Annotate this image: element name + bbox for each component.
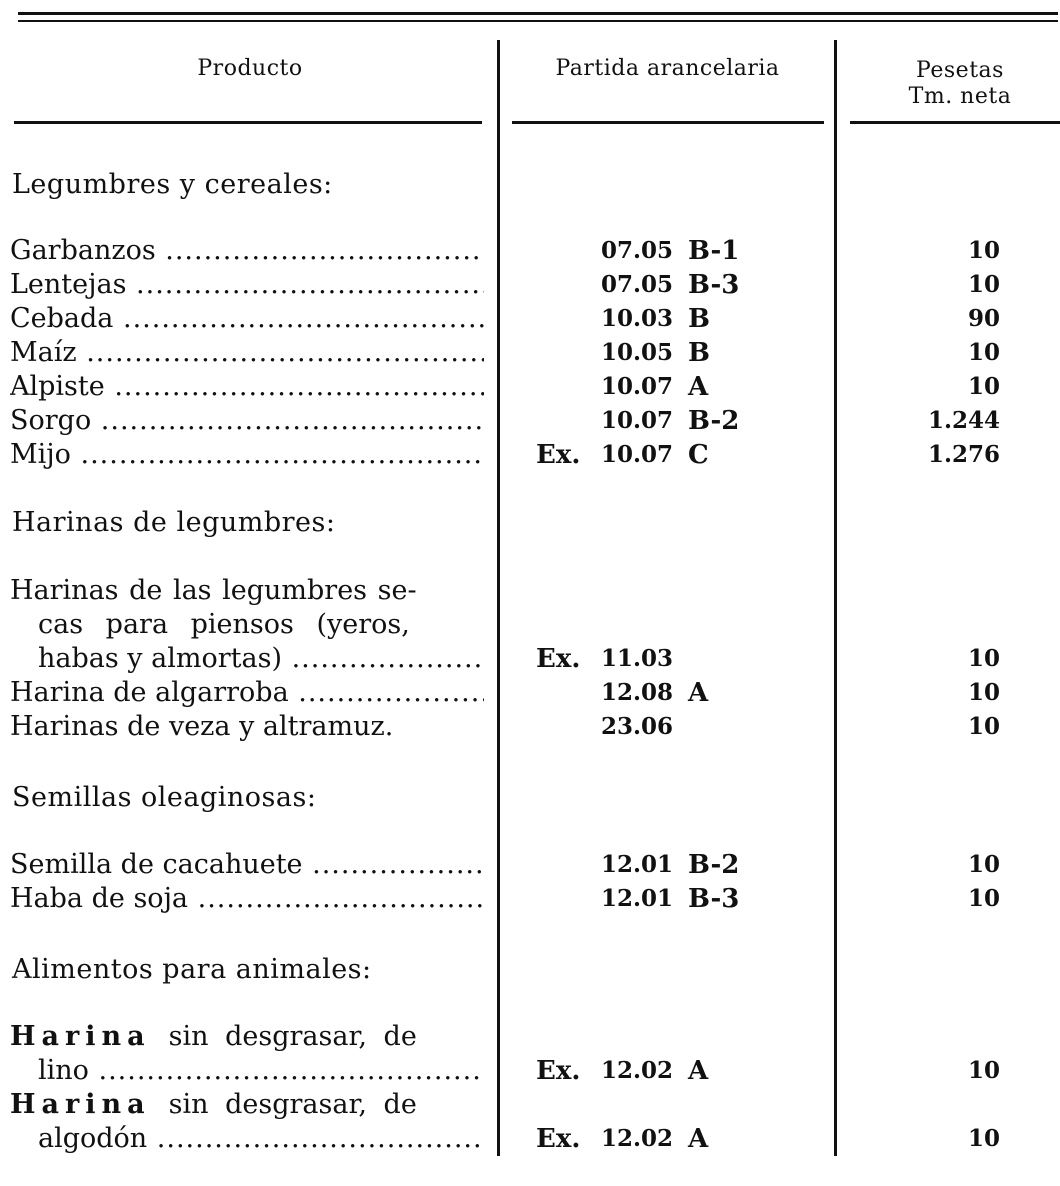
tariff-subcode: B (688, 338, 710, 368)
tariff-code: 23.06 (601, 713, 674, 740)
tariff-subcode: B-3 (688, 884, 740, 914)
product-name: Mijo ..... (10, 438, 484, 472)
table-row (0, 1088, 1060, 1122)
header-tariff: Partida arancelaria (555, 56, 780, 81)
product-name: Haba de soja ..... (10, 882, 484, 916)
section-heading: Semillas oleaginosas: (12, 782, 317, 813)
ex-marker: Ex. (536, 440, 581, 470)
product-name: Maíz ..... (10, 336, 484, 370)
ex-marker: Ex. (536, 1124, 581, 1154)
tariff-subcode: B-2 (688, 406, 740, 436)
table-row (0, 676, 1060, 710)
price-value: 10 (967, 339, 1000, 366)
product-name: Harinas de veza y altramuz. (10, 711, 394, 742)
product-name-rest: sin desgrasar, de (168, 1089, 417, 1120)
tariff-code: 10.07 (601, 373, 674, 400)
product-name-emphasis: Harina (10, 1089, 151, 1120)
tariff-code: 12.02 (601, 1057, 674, 1084)
table-row (0, 302, 1060, 336)
price-value: 10 (967, 1125, 1000, 1152)
table-row (0, 710, 1060, 744)
table-row (0, 848, 1060, 882)
product-name: Semilla de cacahuete ..... (10, 848, 484, 882)
price-value: 10 (967, 373, 1000, 400)
tariff-subcode: B-1 (688, 236, 740, 266)
price-value: 10 (967, 645, 1000, 672)
tariff-subcode: B-3 (688, 270, 740, 300)
table-row (0, 882, 1060, 916)
tariff-code: 07.05 (601, 271, 674, 298)
header-rule-product (14, 121, 482, 124)
table-row (0, 574, 1060, 608)
tariff-subcode: A (688, 1124, 709, 1154)
ex-marker: Ex. (536, 644, 581, 674)
product-name-emphasis: Harina (10, 1021, 151, 1052)
tariff-code: 12.01 (601, 851, 674, 878)
price-value: 10 (967, 851, 1000, 878)
header-price-line2: Tm. neta (908, 84, 1012, 109)
header-product: Producto (197, 56, 303, 81)
table-row (0, 1054, 1060, 1088)
tariff-code: 12.01 (601, 885, 674, 912)
tariff-code: 10.07 (601, 441, 674, 468)
header-rule-tariff (512, 121, 824, 124)
table-row (0, 1020, 1060, 1054)
product-name-line (10, 1020, 484, 1054)
tariff-subcode: C (688, 440, 709, 470)
top-rule (18, 12, 1058, 15)
table-row (0, 234, 1060, 268)
price-value: 10 (967, 271, 1000, 298)
product-name: Sorgo ..... (10, 404, 484, 438)
tariff-subcode: A (688, 1056, 709, 1086)
section-heading: Alimentos para animales: (12, 954, 372, 985)
product-name-line: cas para piensos (yeros, (38, 609, 410, 640)
tariff-code: 07.05 (601, 237, 674, 264)
table-row (0, 336, 1060, 370)
product-name-line: habas y almortas) ..... (38, 642, 484, 676)
header-price-line1: Pesetas (916, 58, 1004, 83)
table-row (0, 642, 1060, 676)
price-value: 10 (967, 679, 1000, 706)
price-value: 10 (967, 237, 1000, 264)
header-rule-price (850, 121, 1060, 124)
price-value: 1.276 (927, 441, 1000, 468)
tariff-code: 12.08 (601, 679, 674, 706)
section-heading: Legumbres y cereales: (12, 169, 333, 200)
ex-marker: Ex. (536, 1056, 581, 1086)
table-row (0, 438, 1060, 472)
table-row (0, 1122, 1060, 1156)
product-name-line (10, 1088, 484, 1122)
product-name: Cebada ..... (10, 302, 484, 336)
tariff-subcode: A (688, 372, 709, 402)
tariff-code: 12.02 (601, 1125, 674, 1152)
product-name-line: algodón ..... (38, 1122, 484, 1156)
price-value: 10 (967, 713, 1000, 740)
tariff-subcode: A (688, 678, 709, 708)
section-heading: Harinas de legumbres: (12, 507, 336, 538)
product-name-line: Harinas de las legumbres se- (10, 575, 417, 606)
tariff-code: 10.07 (601, 407, 674, 434)
table-row (0, 268, 1060, 302)
tariff-subcode: B (688, 304, 710, 334)
product-name-rest: sin desgrasar, de (168, 1021, 417, 1052)
product-name: Alpiste ..... (10, 370, 484, 404)
tariff-code: 11.03 (601, 645, 674, 672)
product-name-line: lino ..... (38, 1054, 484, 1088)
table-row (0, 370, 1060, 404)
price-value: 10 (967, 885, 1000, 912)
price-value: 1.244 (927, 407, 1000, 434)
table-row (0, 404, 1060, 438)
top-rule-second (18, 20, 1058, 22)
product-name: Harina de algarroba ..... (10, 676, 484, 710)
tariff-subcode: B-2 (688, 850, 740, 880)
tariff-code: 10.05 (601, 339, 674, 366)
price-value: 90 (967, 305, 1000, 332)
table-row (0, 608, 1060, 642)
product-name: Lentejas ..... (10, 268, 484, 302)
product-name: Garbanzos ..... (10, 234, 484, 268)
price-value: 10 (967, 1057, 1000, 1084)
tariff-code: 10.03 (601, 305, 674, 332)
